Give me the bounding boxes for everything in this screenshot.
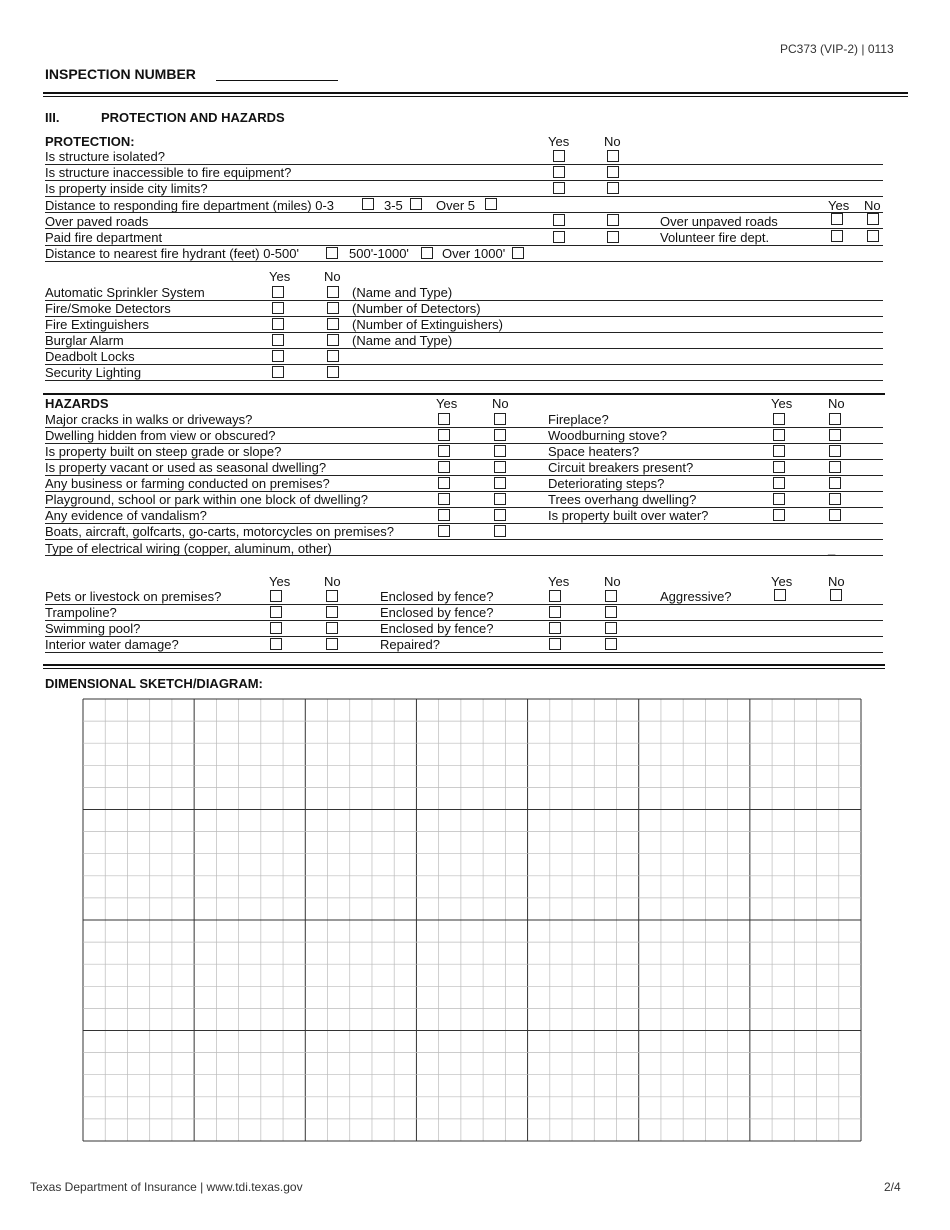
inspection-number-field[interactable] (216, 80, 338, 81)
premises-no-checkbox[interactable] (326, 606, 338, 618)
premises-sub-no-checkbox[interactable] (605, 606, 617, 618)
premises-yes-header: Yes (269, 574, 291, 589)
hydrant-0-500-checkbox[interactable] (326, 247, 338, 259)
hazard-right-yes-checkbox[interactable] (773, 509, 785, 521)
hazard-no-checkbox[interactable] (494, 413, 506, 425)
paid-fire-dept-no-checkbox[interactable] (607, 231, 619, 243)
protection-yes-checkbox[interactable] (553, 150, 565, 162)
premises-no-checkbox[interactable] (326, 638, 338, 650)
hazard-right-no-checkbox[interactable] (829, 413, 841, 425)
premises-sub-yes-checkbox[interactable] (549, 638, 561, 650)
device-yes-checkbox[interactable] (272, 286, 284, 298)
premises-sub-question: Repaired? (380, 637, 440, 652)
hazards-right-yes-header: Yes (771, 396, 793, 411)
fire-dept-3-5-label: 3-5 (384, 198, 403, 213)
device-no-checkbox[interactable] (327, 318, 339, 330)
device-no-checkbox[interactable] (327, 286, 339, 298)
protection-no-checkbox[interactable] (607, 182, 619, 194)
premises-no-checkbox[interactable] (326, 622, 338, 634)
fire-dept-3-5-checkbox[interactable] (410, 198, 422, 210)
paid-fire-dept-yes-checkbox[interactable] (553, 231, 565, 243)
unpaved-roads-label: Over unpaved roads (660, 214, 778, 229)
rule (45, 261, 883, 262)
hazards-heading: HAZARDS (45, 396, 109, 411)
paid-fire-dept-label: Paid fire department (45, 230, 163, 245)
fire-dept-over5-checkbox[interactable] (485, 198, 497, 210)
sketch-grid[interactable] (82, 698, 862, 1142)
wiring-type-blank[interactable]: _ (828, 541, 836, 556)
section-number: III. (45, 110, 60, 125)
paved-roads-yes-checkbox[interactable] (553, 214, 565, 226)
volunteer-fire-dept-label: Volunteer fire dept. (660, 230, 770, 245)
device-label: Fire/Smoke Detectors (45, 301, 171, 316)
premises-question: Swimming pool? (45, 621, 141, 636)
hazard-right-no-checkbox[interactable] (829, 477, 841, 489)
page-number: 2/4 (884, 1180, 901, 1194)
premises-sub-yes-checkbox[interactable] (549, 622, 561, 634)
fire-dept-over5-label: Over 5 (436, 198, 476, 213)
hazard-no-checkbox[interactable] (494, 477, 506, 489)
hazard-yes-checkbox[interactable] (438, 461, 450, 473)
hazard-no-checkbox[interactable] (494, 429, 506, 441)
hazard-yes-checkbox[interactable] (438, 493, 450, 505)
hydrant-over1000-label: Over 1000' (442, 246, 506, 261)
hazard-right-yes-checkbox[interactable] (773, 429, 785, 441)
premises-yes-checkbox[interactable] (270, 638, 282, 650)
rule (45, 212, 883, 213)
premises-sub-no-checkbox[interactable] (605, 638, 617, 650)
paved-roads-no-checkbox[interactable] (607, 214, 619, 226)
premises-sub-no-checkbox[interactable] (605, 590, 617, 602)
volunteer-no-checkbox[interactable] (867, 230, 879, 242)
rule (45, 539, 883, 540)
aggressive-yes-header: Yes (771, 574, 793, 589)
hazard-question: Is property vacant or used as seasonal dwelling? (45, 460, 327, 475)
premises-no-header: No (324, 574, 341, 589)
unpaved-roads-yes-checkbox[interactable] (831, 213, 843, 225)
hazard-no-checkbox[interactable] (494, 509, 506, 521)
hazard-right-question: Trees overhang dwelling? (548, 492, 697, 507)
hazard-right-question: Space heaters? (548, 444, 640, 459)
hazard-yes-checkbox[interactable] (438, 429, 450, 441)
hazard-right-no-checkbox[interactable] (829, 461, 841, 473)
aggressive-yes-checkbox[interactable] (774, 589, 786, 601)
volunteer-yes-checkbox[interactable] (831, 230, 843, 242)
hazard-right-no-checkbox[interactable] (829, 445, 841, 457)
hydrant-over1000-checkbox[interactable] (512, 247, 524, 259)
enclosed-yes-header: Yes (548, 574, 570, 589)
rule (45, 380, 883, 381)
hydrant-500-1000-checkbox[interactable] (421, 247, 433, 259)
hazard-question: Is property built on steep grade or slope? (45, 444, 282, 459)
device-label: Automatic Sprinkler System (45, 285, 205, 300)
hazard-no-checkbox[interactable] (494, 461, 506, 473)
rule (45, 555, 883, 556)
roads-yes-header: Yes (828, 198, 850, 213)
fire-dept-0-3-checkbox[interactable] (362, 198, 374, 210)
hazards-yes-header: Yes (436, 396, 458, 411)
device-note: (Name and Type) (352, 333, 453, 348)
hazard-no-checkbox[interactable] (494, 445, 506, 457)
protection-question: Is property inside city limits? (45, 181, 208, 196)
hazard-yes-checkbox[interactable] (438, 413, 450, 425)
devices-yes-header: Yes (269, 269, 291, 284)
premises-yes-checkbox[interactable] (270, 606, 282, 618)
divider-top-2 (43, 96, 908, 97)
hazard-right-question: Deteriorating steps? (548, 476, 665, 491)
inspection-number-label: INSPECTION NUMBER (45, 66, 196, 82)
hazard-right-yes-checkbox[interactable] (773, 477, 785, 489)
device-no-checkbox[interactable] (327, 334, 339, 346)
device-label: Security Lighting (45, 365, 142, 380)
device-yes-checkbox[interactable] (272, 334, 284, 346)
premises-sub-yes-checkbox[interactable] (549, 590, 561, 602)
wiring-type-label: Type of electrical wiring (copper, aluminum, other) (45, 541, 332, 556)
premises-sub-no-checkbox[interactable] (605, 622, 617, 634)
device-no-checkbox[interactable] (327, 302, 339, 314)
hydrant-500-1000-label: 500'-1000' (349, 246, 409, 261)
hazard-question: Boats, aircraft, golfcarts, go-carts, motorcycles on premises? (45, 524, 394, 539)
hazard-question: Any evidence of vandalism? (45, 508, 207, 523)
sketch-divider-2 (43, 668, 885, 669)
protection-yes-checkbox[interactable] (553, 166, 565, 178)
aggressive-no-header: No (828, 574, 845, 589)
unpaved-roads-no-checkbox[interactable] (867, 213, 879, 225)
divider-top-1 (43, 92, 908, 94)
device-note: (Name and Type) (352, 285, 453, 300)
device-note: (Number of Extinguishers) (352, 317, 503, 332)
footer-org: Texas Department of Insurance | www.tdi.texas.gov (30, 1180, 303, 1194)
premises-question: Interior water damage? (45, 637, 179, 652)
premises-no-checkbox[interactable] (326, 590, 338, 602)
section-title: PROTECTION AND HAZARDS (101, 110, 285, 125)
premises-yes-checkbox[interactable] (270, 622, 282, 634)
premises-sub-question: Enclosed by fence? (380, 605, 494, 620)
device-no-checkbox[interactable] (327, 350, 339, 362)
hazard-yes-checkbox[interactable] (438, 525, 450, 537)
premises-question: Trampoline? (45, 605, 117, 620)
protection-no-checkbox[interactable] (607, 150, 619, 162)
hazard-yes-checkbox[interactable] (438, 509, 450, 521)
hazard-question: Dwelling hidden from view or obscured? (45, 428, 276, 443)
hazard-right-question: Is property built over water? (548, 508, 709, 523)
device-note: (Number of Detectors) (352, 301, 481, 316)
protection-question: Is structure inaccessible to fire equipment? (45, 165, 292, 180)
hazard-right-question: Woodburning stove? (548, 428, 668, 443)
premises-sub-yes-checkbox[interactable] (549, 606, 561, 618)
aggressive-no-checkbox[interactable] (830, 589, 842, 601)
hazard-question: Major cracks in walks or driveways? (45, 412, 253, 427)
sketch-divider-1 (43, 664, 885, 666)
aggressive-label: Aggressive? (660, 589, 732, 604)
hazard-right-no-checkbox[interactable] (829, 429, 841, 441)
hazard-right-yes-checkbox[interactable] (773, 413, 785, 425)
rule (45, 348, 883, 349)
hazard-question: Playground, school or park within one block of dwelling? (45, 492, 369, 507)
hydrant-distance-label: Distance to nearest fire hydrant (feet) 0-500' (45, 246, 299, 261)
protection-no-checkbox[interactable] (607, 166, 619, 178)
protection-no-header: No (604, 134, 621, 149)
protection-question: Is structure isolated? (45, 149, 165, 164)
hazard-right-no-checkbox[interactable] (829, 509, 841, 521)
protection-yes-header: Yes (548, 134, 570, 149)
form-id: PC373 (VIP-2) | 0113 (780, 42, 894, 56)
sketch-heading: DIMENSIONAL SKETCH/DIAGRAM: (45, 676, 263, 691)
device-label: Fire Extinguishers (45, 317, 150, 332)
premises-yes-checkbox[interactable] (270, 590, 282, 602)
hazard-right-yes-checkbox[interactable] (773, 445, 785, 457)
device-yes-checkbox[interactable] (272, 366, 284, 378)
hazard-yes-checkbox[interactable] (438, 477, 450, 489)
protection-heading: PROTECTION: (45, 134, 135, 149)
hazards-right-no-header: No (828, 396, 845, 411)
hazard-right-yes-checkbox[interactable] (773, 493, 785, 505)
hazard-no-checkbox[interactable] (494, 525, 506, 537)
hazard-right-question: Circuit breakers present? (548, 460, 694, 475)
device-yes-checkbox[interactable] (272, 350, 284, 362)
hazards-no-header: No (492, 396, 509, 411)
rule (45, 332, 883, 333)
hazard-no-checkbox[interactable] (494, 493, 506, 505)
hazard-right-no-checkbox[interactable] (829, 493, 841, 505)
device-no-checkbox[interactable] (327, 366, 339, 378)
roads-no-header: No (864, 198, 881, 213)
premises-question: Pets or livestock on premises? (45, 589, 222, 604)
hazard-right-yes-checkbox[interactable] (773, 461, 785, 473)
devices-no-header: No (324, 269, 341, 284)
device-label: Burglar Alarm (45, 333, 124, 348)
device-yes-checkbox[interactable] (272, 302, 284, 314)
rule (45, 196, 883, 197)
rule (45, 364, 883, 365)
hazard-right-question: Fireplace? (548, 412, 609, 427)
hazard-question: Any business or farming conducted on premises? (45, 476, 330, 491)
rule (45, 228, 883, 229)
fire-dept-distance-label: Distance to responding fire department (miles) 0-3 (45, 198, 335, 213)
premises-sub-question: Enclosed by fence? (380, 621, 494, 636)
device-label: Deadbolt Locks (45, 349, 135, 364)
enclosed-no-header: No (604, 574, 621, 589)
hazard-yes-checkbox[interactable] (438, 445, 450, 457)
paved-roads-label: Over paved roads (45, 214, 149, 229)
device-yes-checkbox[interactable] (272, 318, 284, 330)
protection-yes-checkbox[interactable] (553, 182, 565, 194)
premises-sub-question: Enclosed by fence? (380, 589, 494, 604)
hazards-divider (43, 393, 885, 395)
rule (45, 652, 883, 653)
